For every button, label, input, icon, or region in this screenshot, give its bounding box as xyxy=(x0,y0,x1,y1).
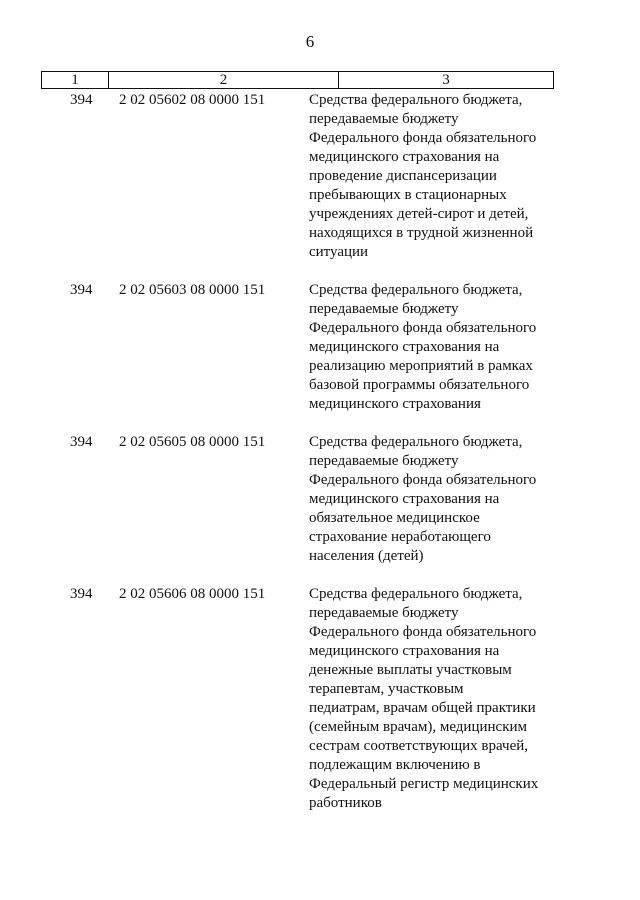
description-line: работников xyxy=(309,795,382,811)
row-spacer xyxy=(0,414,640,433)
income-description xyxy=(309,91,569,262)
page-number: 6 xyxy=(305,32,315,51)
table-header-col-2: 2 xyxy=(109,72,339,88)
description-line: Федерального фонда обязательного xyxy=(309,320,537,336)
description-line: передаваемые бюджету xyxy=(309,453,459,469)
description-line: Средства федерального бюджета, xyxy=(309,434,523,450)
table-row xyxy=(0,281,640,414)
description-line: Средства федерального бюджета, xyxy=(309,586,523,602)
description-line: учреждениях детей-сирот и детей, xyxy=(309,206,529,222)
table-header-col-1: 1 xyxy=(42,72,109,88)
budget-classification-code: 2 02 05605 08 0000 151 xyxy=(119,434,266,450)
description-line: населения (детей) xyxy=(309,548,424,564)
description-line: передаваемые бюджету xyxy=(309,605,459,621)
admin-code: 394 xyxy=(70,586,93,602)
description-line: сестрам соответствующих врачей, xyxy=(309,738,529,754)
description-line: Федерального фонда обязательного xyxy=(309,472,537,488)
income-description xyxy=(309,281,569,414)
description-line: медицинского страхования на xyxy=(309,339,500,355)
description-line: педиатрам, врачам общей практики xyxy=(309,700,536,716)
description-line: подлежащим включению в xyxy=(309,757,481,773)
budget-classification-code: 2 02 05603 08 0000 151 xyxy=(119,282,266,298)
description-line: передаваемые бюджету xyxy=(309,301,459,317)
description-line: передаваемые бюджету xyxy=(309,111,459,127)
description-line: ситуации xyxy=(309,244,369,260)
budget-classification-code: 2 02 05602 08 0000 151 xyxy=(119,92,266,108)
description-line: медицинского страхования xyxy=(309,396,481,412)
admin-code: 394 xyxy=(70,282,93,298)
budget-classification-code: 2 02 05606 08 0000 151 xyxy=(119,586,266,602)
description-line: Федерального фонда обязательного xyxy=(309,624,537,640)
table-row xyxy=(0,585,640,813)
description-line: находящихся в трудной жизненной xyxy=(309,225,534,241)
description-line: Федеральный регистр медицинских xyxy=(309,776,539,792)
table-header-col-3: 3 xyxy=(442,72,450,88)
description-line: базовой программы обязательного xyxy=(309,377,530,393)
table-header xyxy=(41,71,554,89)
description-line: пребывающих в стационарных xyxy=(309,187,507,203)
income-description xyxy=(309,433,569,566)
table-row xyxy=(0,91,640,262)
description-line: медицинского страхования на xyxy=(309,643,500,659)
description-line: денежные выплаты участковым xyxy=(309,662,512,678)
row-spacer xyxy=(0,262,640,281)
description-line: Федерального фонда обязательного xyxy=(309,130,537,146)
table-row xyxy=(0,433,640,566)
description-line: реализацию мероприятий в рамках xyxy=(309,358,533,374)
admin-code: 394 xyxy=(70,92,93,108)
description-line: (семейным врачам), медицинским xyxy=(309,719,528,735)
description-line: обязательное медицинское xyxy=(309,510,480,526)
income-description xyxy=(309,585,569,813)
description-line: медицинского страхования на xyxy=(309,491,500,507)
description-line: медицинского страхования на xyxy=(309,149,500,165)
description-line: Средства федерального бюджета, xyxy=(309,282,523,298)
description-line: терапевтам, участковым xyxy=(309,681,464,697)
table-body xyxy=(0,91,640,813)
description-line: Средства федерального бюджета, xyxy=(309,92,523,108)
description-line: страхование неработающего xyxy=(309,529,491,545)
admin-code: 394 xyxy=(70,434,93,450)
row-spacer xyxy=(0,566,640,585)
description-line: проведение диспансеризации xyxy=(309,168,497,184)
